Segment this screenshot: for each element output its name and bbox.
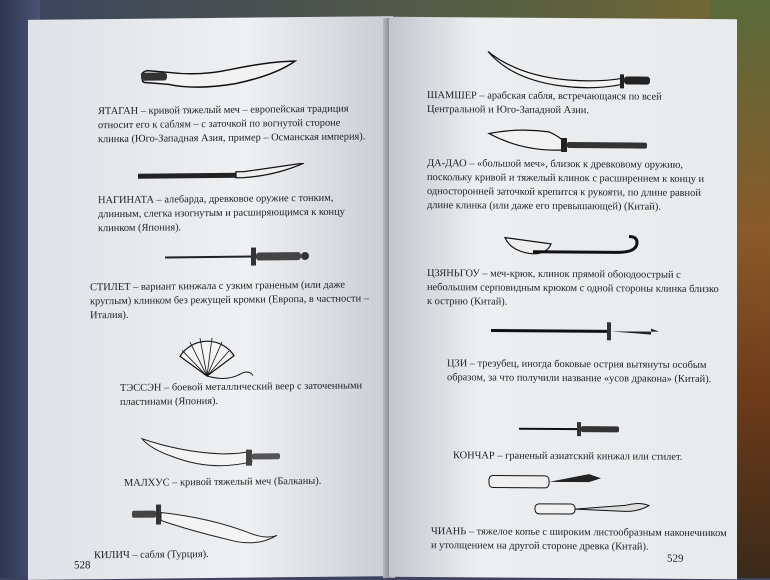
- entry-tessen: ТЭССЭН – боевой металлический веер с заточенными пластинами (Япония).: [120, 379, 375, 410]
- entry-ji: ЦЗИ – трезубец, иногда боковые острия вытянуты особым образом, за что получили название «усов дракона» (Китай).: [447, 357, 719, 387]
- entry-shamshir: ШАМШЕР – арабская сабля, встречающаяся по всей Центральной и Юго-Западной Азии.: [427, 89, 717, 119]
- jiangou-illustration: [499, 226, 649, 271]
- page-number-right: 529: [667, 553, 684, 565]
- entry-jiangou: ЦЗЯНЬГОУ – меч-крюк, клинок прямой обоюдоострый с небольшим серповидным крюком с одной стороны клинка близко к острию (Китай).: [427, 267, 719, 311]
- entry-da-dao: ДА-ДАО – «большой меч», близок к древковому оружию, поскольку кривой и тяжелый клинок с расширением к концу и односторонней заточкой крепится к рукояти, по длине равной длине клинка (или даже его превышающей) (Китай).: [427, 157, 719, 215]
- konchar-illustration: [517, 418, 627, 441]
- entry-kilij: КИЛИЧ – сабля (Турция).: [94, 547, 344, 564]
- yatagan-illustration: [133, 55, 303, 97]
- entry-konchar: КОНЧАР – граненый азиатский кинжал или стилет.: [453, 449, 723, 465]
- entry-yatagan: ЯТАГАН – кривой тяжелый меч – европейская традиция относит его к саблям – с заточкой по вогнутой стороне клинка (Юго-Западная Азия, пример – Османская империя).: [98, 102, 373, 147]
- naginata-illustration: [136, 163, 306, 187]
- entry-malkhus: МАЛХУС – кривой тяжелый меч (Балканы).: [124, 474, 374, 491]
- page-number-left: 528: [74, 559, 91, 571]
- ji-illustration: [489, 319, 659, 342]
- entry-qiang: ЧИАНЬ – тяжелое копье с широким листообразным наконечником и утолщением на другой стороне древка (Китай).: [431, 525, 727, 555]
- kilij-illustration: [128, 497, 288, 549]
- left-page: [28, 16, 393, 580]
- tessen-illustration: [170, 327, 260, 380]
- entry-naginata: НАГИНАТА – алебарда, древковое оружие с тонким, длинным, слегка изогнутым и расширяющимся к концу клинком (Япония).: [98, 191, 373, 236]
- right-page: [389, 17, 737, 579]
- malkhus-illustration: [138, 427, 288, 473]
- qiang-illustration: [485, 467, 675, 530]
- shamshir-illustration: [484, 49, 654, 90]
- da-dao-illustration: [487, 125, 657, 160]
- entry-stiletto: СТИЛЕТ – вариант кинжала с узким граненым (или даже круглым) клинком без режущей кромки (Европа, в частности – Италия).: [90, 278, 375, 323]
- stiletto-illustration: [163, 245, 313, 269]
